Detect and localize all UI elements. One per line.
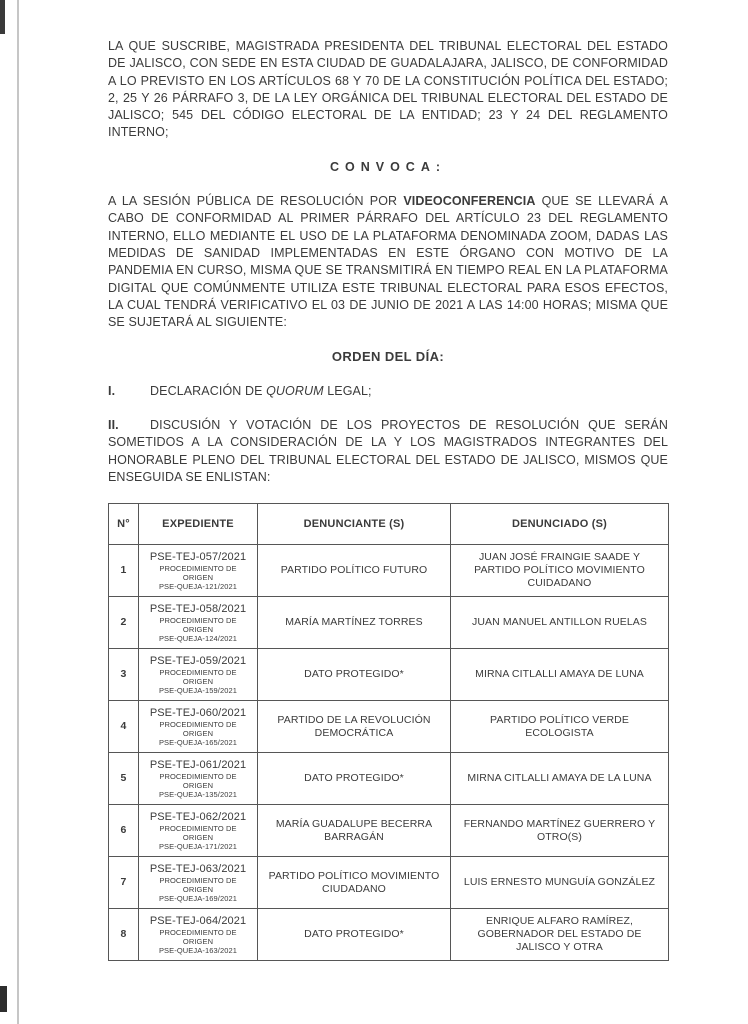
cases-table <box>108 503 669 961</box>
denunciado-cell: ENRIQUE ALFARO RAMÍREZ, GOBERNADOR DEL ESTADO DE JALISCO Y OTRA <box>451 909 669 961</box>
case-number: 4 <box>109 701 139 753</box>
denunciado-cell: LUIS ERNESTO MUNGUÍA GONZÁLEZ <box>451 857 669 909</box>
denunciante-cell: MARÍA MARTÍNEZ TORRES <box>258 597 451 649</box>
case-number: 8 <box>109 909 139 961</box>
procedimiento-origen: PROCEDIMIENTO DE ORIGEN <box>159 563 237 582</box>
expediente-id: PSE-TEJ-059/2021 <box>149 654 247 667</box>
queja-id: PSE-QUEJA-121/2021 <box>158 581 238 591</box>
denunciado-cell: MIRNA CITLALLI AMAYA DE LUNA <box>451 649 669 701</box>
scan-artifact-top <box>0 0 5 34</box>
procedimiento-origen: PROCEDIMIENTO DE ORIGEN <box>159 667 237 686</box>
expediente-cell <box>139 753 258 805</box>
paragraph-convocatoria-continuation: QUE SE LLEVARÁ A CABO DE CONFORMIDAD AL PRIMER PÁRRAFO DEL ARTÍCULO 23 DEL REGLAMENTO INTERNO, ELLO MEDIANTE EL USO DE LA PLATAFORMA DENOMINADA ZOOM, DADAS LAS MEDIDAS DE SANIDAD IMPLEMENTADAS EN ESTE ÓRGANO CON MOTIVO DE LA PANDEMIA EN CURSO, MISMA QUE SE TRANSMITIRÁ EN TIEMPO REAL EN LA PLATAFORMA DIGITAL QUE COMÚNMENTE UTILIZA ESTE TRIBUNAL ELECTORAL PARA ESOS EFECTOS, LA CUAL TENDRÁ VERIFICATIVO EL 03 DE JUNIO DE 2021 A LAS 14:00 HORAS; MISMA QUE SE SUJETARÁ AL SIGUIENTE: <box>108 194 669 330</box>
case-number: 5 <box>109 753 139 805</box>
queja-id: PSE-QUEJA-135/2021 <box>158 789 238 799</box>
denunciante-cell: PARTIDO POLÍTICO MOVIMIENTO CIUDADANO <box>258 857 451 909</box>
procedimiento-origen: PROCEDIMIENTO DE ORIGEN <box>159 927 237 946</box>
denunciado-cell: JUAN MANUEL ANTILLON RUELAS <box>451 597 669 649</box>
heading-orden-del-dia: ORDEN DEL DÍA: <box>331 349 445 365</box>
expediente-cell <box>139 857 258 909</box>
procedimiento-origen: PROCEDIMIENTO DE ORIGEN <box>159 771 237 790</box>
header-denunciante: DENUNCIANTE (S) <box>258 504 451 545</box>
procedimiento-origen: PROCEDIMIENTO DE ORIGEN <box>159 823 237 842</box>
expediente-id: PSE-TEJ-064/2021 <box>149 914 247 927</box>
expediente-cell <box>139 909 258 961</box>
paragraph-convocatoria-text: A LA SESIÓN PÚBLICA DE RESOLUCIÓN POR <box>108 194 404 209</box>
expediente-id: PSE-TEJ-062/2021 <box>149 810 247 823</box>
table-row <box>109 597 669 649</box>
scan-edge-line <box>17 0 19 1024</box>
table-header-row <box>109 504 669 545</box>
denunciante-cell: PARTIDO DE LA REVOLUCIÓN DEMOCRÁTICA <box>258 701 451 753</box>
expediente-id: PSE-TEJ-061/2021 <box>149 758 247 771</box>
expediente-cell <box>139 597 258 649</box>
case-number: 6 <box>109 805 139 857</box>
table-row <box>109 805 669 857</box>
expediente-id: PSE-TEJ-058/2021 <box>149 602 247 615</box>
case-number: 1 <box>109 545 139 597</box>
expediente-cell <box>139 805 258 857</box>
table-row <box>109 545 669 597</box>
agenda-item-1-numeral: I. <box>108 383 116 398</box>
agenda-item-1-continuation: LEGAL; <box>323 383 372 398</box>
case-number: 2 <box>109 597 139 649</box>
queja-id: PSE-QUEJA-163/2021 <box>158 945 238 955</box>
table-row <box>109 701 669 753</box>
denunciado-cell: PARTIDO POLÍTICO VERDE ECOLOGISTA <box>451 701 669 753</box>
table-row <box>109 909 669 961</box>
table-row <box>109 649 669 701</box>
denunciado-cell: JUAN JOSÉ FRAINGIE SAADE Y PARTIDO POLÍTICO MOVIMIENTO CUIDADANO <box>451 545 669 597</box>
denunciante-cell: MARÍA GUADALUPE BECERRA BARRAGÁN <box>258 805 451 857</box>
case-number: 3 <box>109 649 139 701</box>
videoconferencia-bold-text: VIDEOCONFERENCIA <box>403 194 536 209</box>
header-numero: N° <box>109 504 139 545</box>
queja-id: PSE-QUEJA-169/2021 <box>158 893 238 903</box>
agenda-item-2-numeral: II. <box>108 418 119 433</box>
agenda-item-2-text: DISCUSIÓN Y VOTACIÓN DE LOS PROYECTOS DE RESOLUCIÓN QUE SERÁN SOMETIDOS A LA CONSIDERACIÓN DE LA Y LOS MAGISTRADOS INTEGRANTES DEL HONORABLE PLENO DEL TRIBUNAL ELECTORAL DEL ESTADO DE JALISCO, MISMOS QUE ENSEGUIDA SE ENLISTAN: <box>108 418 668 484</box>
procedimiento-origen: PROCEDIMIENTO DE ORIGEN <box>159 615 237 634</box>
agenda-item-2 <box>108 417 668 486</box>
agenda-item-1-text: DECLARACIÓN DE <box>150 383 267 398</box>
denunciante-cell: DATO PROTEGIDO* <box>258 649 451 701</box>
expediente-cell <box>139 545 258 597</box>
denunciado-cell: MIRNA CITLALLI AMAYA DE LA LUNA <box>451 753 669 805</box>
expediente-id: PSE-TEJ-060/2021 <box>149 706 247 719</box>
table-row <box>109 753 669 805</box>
case-number: 7 <box>109 857 139 909</box>
denunciante-cell: DATO PROTEGIDO* <box>258 753 451 805</box>
document-page <box>108 38 668 961</box>
expediente-id: PSE-TEJ-057/2021 <box>149 550 247 563</box>
denunciante-cell: PARTIDO POLÍTICO FUTURO <box>258 545 451 597</box>
queja-id: PSE-QUEJA-124/2021 <box>158 633 238 643</box>
quorum-italic-text: QUORUM <box>266 383 324 398</box>
denunciante-cell: DATO PROTEGIDO* <box>258 909 451 961</box>
header-denunciado: DENUNCIADO (S) <box>451 504 669 545</box>
paragraph-convocatoria <box>108 193 668 331</box>
denunciado-cell: FERNANDO MARTÍNEZ GUERRERO Y OTRO(S) <box>451 805 669 857</box>
table-row <box>109 857 669 909</box>
expediente-cell <box>139 701 258 753</box>
procedimiento-origen: PROCEDIMIENTO DE ORIGEN <box>159 875 237 894</box>
agenda-item-1 <box>108 383 668 400</box>
expediente-cell <box>139 649 258 701</box>
queja-id: PSE-QUEJA-165/2021 <box>158 737 238 747</box>
queja-id: PSE-QUEJA-171/2021 <box>158 841 238 851</box>
heading-convoca: CONVOCA: <box>329 159 447 174</box>
expediente-id: PSE-TEJ-063/2021 <box>149 862 247 875</box>
queja-id: PSE-QUEJA-159/2021 <box>158 685 238 695</box>
scan-artifact-bottom <box>0 986 7 1012</box>
header-expediente: EXPEDIENTE <box>139 504 258 545</box>
procedimiento-origen: PROCEDIMIENTO DE ORIGEN <box>159 719 237 738</box>
paragraph-intro: LA QUE SUSCRIBE, MAGISTRADA PRESIDENTA DEL TRIBUNAL ELECTORAL DEL ESTADO DE JALISCO, CON SEDE EN ESTA CIUDAD DE GUADALAJARA, JALISCO, DE CONFORMIDAD A LO PREVISTO EN LOS ARTÍCULOS 68 Y 70 DE LA CONSTITUCIÓN POLÍTICA DEL ESTADO; 2, 25 Y 26 PÁRRAFO 3, DE LA LEY ORGÁNICA DEL TRIBUNAL ELECTORAL DEL ESTADO DE JALISCO; 545 DEL CÓDIGO ELECTORAL DE LA ENTIDAD; 23 Y 24 DEL REGLAMENTO INTERNO; <box>108 39 668 140</box>
